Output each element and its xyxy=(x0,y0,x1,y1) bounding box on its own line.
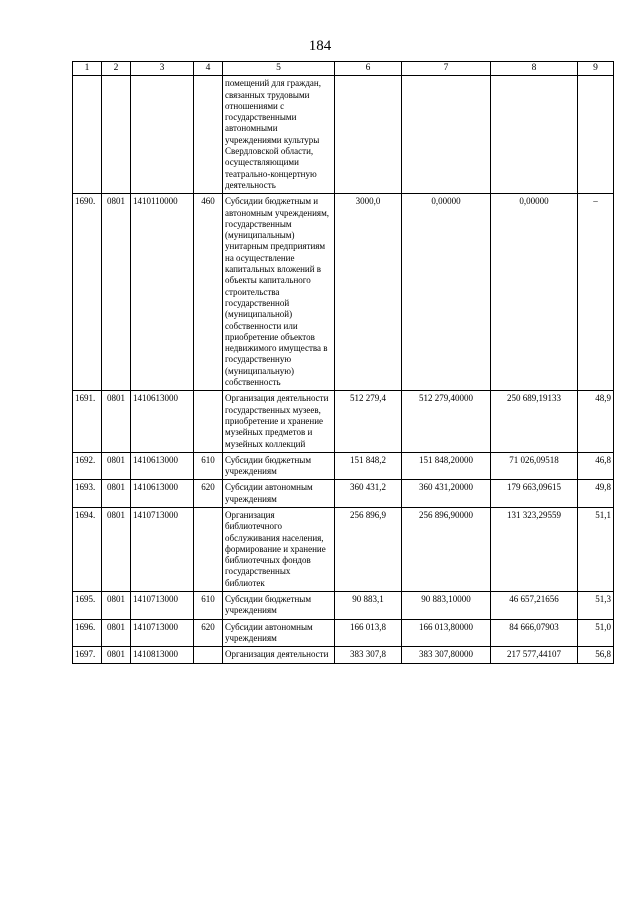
budget-table xyxy=(72,61,614,664)
column-header-4: 4 xyxy=(194,62,223,76)
section-code: 0801 xyxy=(102,480,131,508)
expense-type-code xyxy=(194,76,223,194)
expense-type-code xyxy=(194,647,223,663)
row-description: помещений для граждан, связанных трудовыми отношениями с государственными автономными учреждениями культуры Свердловской области, осуществляющими театрально-концертную деятельность xyxy=(223,76,335,194)
row-number: 1694. xyxy=(73,507,102,591)
value-col-6: 383 307,8 xyxy=(335,647,402,663)
percent-col-9: 51,0 xyxy=(578,619,614,647)
value-col-6: 151 848,2 xyxy=(335,452,402,480)
value-col-8 xyxy=(491,76,578,194)
expense-type-code: 460 xyxy=(194,194,223,391)
column-header-7: 7 xyxy=(402,62,491,76)
value-col-6: 90 883,1 xyxy=(335,592,402,620)
value-col-7: 360 431,20000 xyxy=(402,480,491,508)
value-col-7: 166 013,80000 xyxy=(402,619,491,647)
percent-col-9: 56,8 xyxy=(578,647,614,663)
value-col-7: 90 883,10000 xyxy=(402,592,491,620)
value-col-8: 250 689,19133 xyxy=(491,391,578,452)
header-row xyxy=(73,62,614,76)
value-col-6: 166 013,8 xyxy=(335,619,402,647)
article-code: 1410813000 xyxy=(131,647,194,663)
section-code: 0801 xyxy=(102,619,131,647)
value-col-6: 512 279,4 xyxy=(335,391,402,452)
row-number: 1697. xyxy=(73,647,102,663)
value-col-6: 3000,0 xyxy=(335,194,402,391)
percent-col-9: 48,9 xyxy=(578,391,614,452)
row-description: Организация деятельности государственных музеев, приобретение и хранение музейных предметов и музейных коллекций xyxy=(223,391,335,452)
article-code: 1410613000 xyxy=(131,480,194,508)
expense-type-code: 620 xyxy=(194,480,223,508)
row-description: Субсидии автономным учреждениям xyxy=(223,480,335,508)
percent-col-9: 51,1 xyxy=(578,507,614,591)
table-row xyxy=(73,592,614,620)
percent-col-9: 46,8 xyxy=(578,452,614,480)
row-number: 1691. xyxy=(73,391,102,452)
section-code: 0801 xyxy=(102,647,131,663)
section-code xyxy=(102,76,131,194)
value-col-8: 179 663,09615 xyxy=(491,480,578,508)
row-number xyxy=(73,76,102,194)
value-col-7: 151 848,20000 xyxy=(402,452,491,480)
value-col-6: 256 896,9 xyxy=(335,507,402,591)
table-row xyxy=(73,647,614,663)
section-code: 0801 xyxy=(102,507,131,591)
table-row xyxy=(73,480,614,508)
row-description: Организация деятельности xyxy=(223,647,335,663)
row-number: 1690. xyxy=(73,194,102,391)
article-code: 1410713000 xyxy=(131,619,194,647)
article-code: 1410110000 xyxy=(131,194,194,391)
section-code: 0801 xyxy=(102,391,131,452)
percent-col-9 xyxy=(578,76,614,194)
row-description: Субсидии бюджетным учреждениям xyxy=(223,452,335,480)
column-header-2: 2 xyxy=(102,62,131,76)
value-col-7 xyxy=(402,76,491,194)
article-code: 1410613000 xyxy=(131,452,194,480)
section-code: 0801 xyxy=(102,452,131,480)
column-header-5: 5 xyxy=(223,62,335,76)
row-description: Субсидии автономным учреждениям xyxy=(223,619,335,647)
page-number: 184 xyxy=(308,38,332,54)
table-row xyxy=(73,452,614,480)
article-code: 1410713000 xyxy=(131,592,194,620)
section-code: 0801 xyxy=(102,592,131,620)
percent-col-9: – xyxy=(578,194,614,391)
article-code xyxy=(131,76,194,194)
column-header-9: 9 xyxy=(578,62,614,76)
column-header-3: 3 xyxy=(131,62,194,76)
value-col-8: 217 577,44107 xyxy=(491,647,578,663)
expense-type-code: 610 xyxy=(194,452,223,480)
section-code: 0801 xyxy=(102,194,131,391)
expense-type-code: 610 xyxy=(194,592,223,620)
row-number: 1692. xyxy=(73,452,102,480)
value-col-8: 131 323,29559 xyxy=(491,507,578,591)
column-header-8: 8 xyxy=(491,62,578,76)
article-code: 1410613000 xyxy=(131,391,194,452)
value-col-8: 71 026,09518 xyxy=(491,452,578,480)
table-row xyxy=(73,194,614,391)
row-number: 1695. xyxy=(73,592,102,620)
value-col-6 xyxy=(335,76,402,194)
table-row xyxy=(73,76,614,194)
percent-col-9: 49,8 xyxy=(578,480,614,508)
table-row xyxy=(73,507,614,591)
value-col-7: 256 896,90000 xyxy=(402,507,491,591)
expense-type-code xyxy=(194,507,223,591)
table-row xyxy=(73,619,614,647)
percent-col-9: 51,3 xyxy=(578,592,614,620)
row-description: Субсидии бюджетным учреждениям xyxy=(223,592,335,620)
row-description: Субсидии бюджетным и автономным учреждениям, государственным (муниципальным) унитарным предприятиям на осуществление капитальных вложений в объекты капитального строительства государственной (муниципальной) собственности или приобретение объектов недвижимого имущества в государственную (муниципальную) собственность xyxy=(223,194,335,391)
table-row xyxy=(73,391,614,452)
expense-type-code xyxy=(194,391,223,452)
value-col-8: 84 666,07903 xyxy=(491,619,578,647)
column-header-1: 1 xyxy=(73,62,102,76)
value-col-7: 0,00000 xyxy=(402,194,491,391)
value-col-7: 512 279,40000 xyxy=(402,391,491,452)
column-header-6: 6 xyxy=(335,62,402,76)
value-col-8: 0,00000 xyxy=(491,194,578,391)
value-col-8: 46 657,21656 xyxy=(491,592,578,620)
article-code: 1410713000 xyxy=(131,507,194,591)
row-number: 1696. xyxy=(73,619,102,647)
row-description: Организация библиотечного обслуживания населения, формирование и хранение библиотечных фондов государственных библиотек xyxy=(223,507,335,591)
row-number: 1693. xyxy=(73,480,102,508)
value-col-7: 383 307,80000 xyxy=(402,647,491,663)
value-col-6: 360 431,2 xyxy=(335,480,402,508)
expense-type-code: 620 xyxy=(194,619,223,647)
